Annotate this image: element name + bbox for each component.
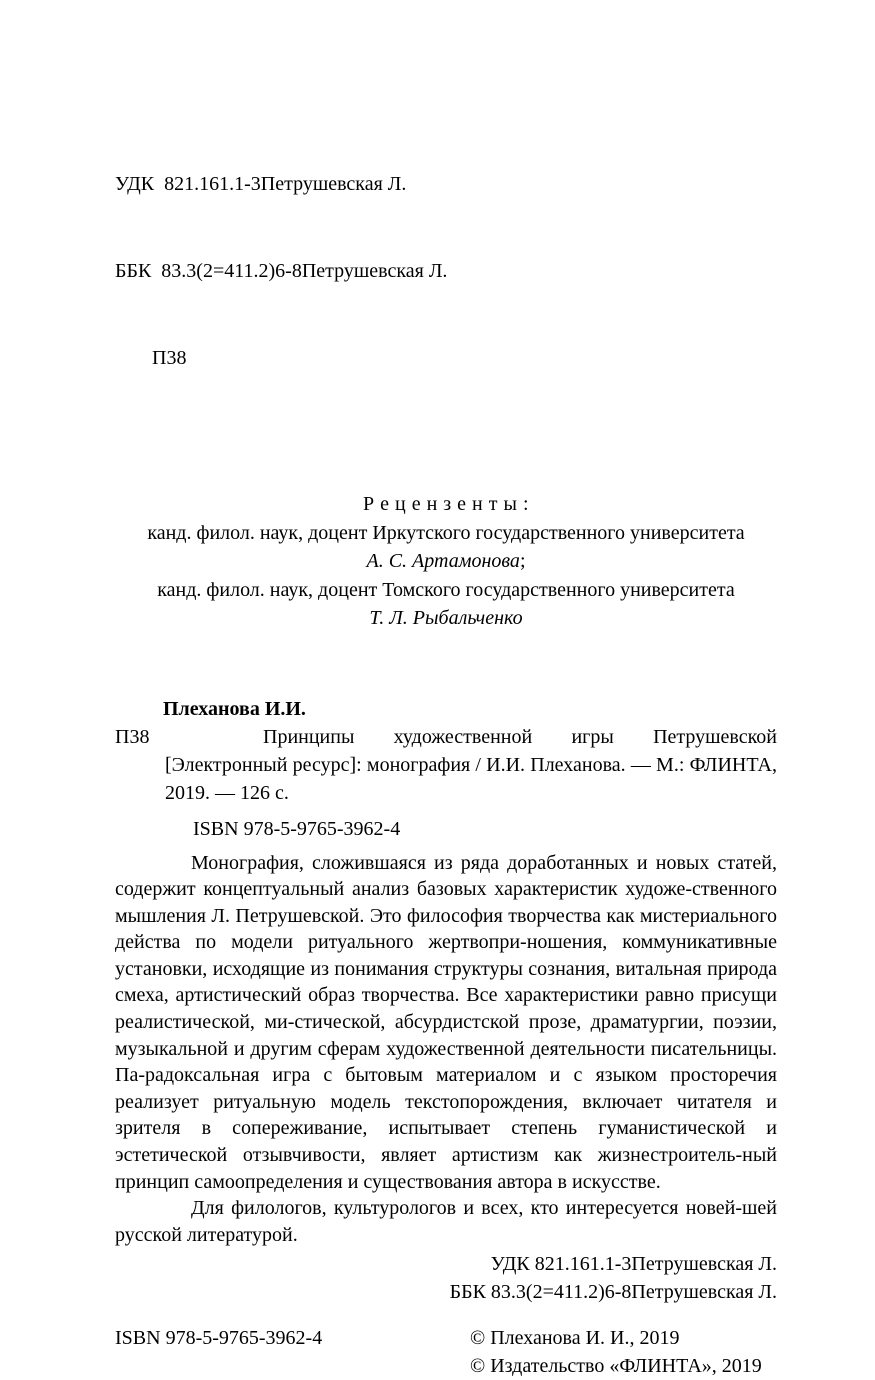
reviewers-block — [115, 490, 777, 633]
catalog-entry — [115, 695, 777, 845]
reviewer2-name: Т. Л. Рыбальченко — [369, 607, 523, 629]
copyright-author-line: © Плеханова И. И., 2019 — [470, 1327, 680, 1350]
bibliographic-codes-bottom — [115, 1250, 777, 1306]
bbk-top-line: ББК 83.3(2=411.2)6-8Петрушевская Л. — [115, 260, 448, 282]
isbn-bottom: ISBN 978-5-9765-3962-4 — [115, 1327, 323, 1350]
reviewer1-affiliation: канд. филол. наук, доцент Иркутского государственного университета — [147, 521, 745, 544]
bbk-bottom-line: ББК 83.3(2=411.2)6-8Петрушевская Л. — [449, 1281, 777, 1304]
reviewer1-name-line — [115, 547, 777, 576]
reviewer1-separator: ; — [519, 550, 526, 572]
reviewer2-affiliation: канд. филол. наук, доцент Томского государственного университета — [157, 578, 735, 601]
bibliographic-codes-top — [115, 0, 777, 431]
copyright-publisher-line: © Издательство «ФЛИНТА», 2019 — [470, 1355, 762, 1378]
entry-code: П38 — [115, 725, 150, 748]
reviewers-heading: Р е ц е н з е н т ы : — [363, 493, 529, 515]
annotation-paragraph: Монография, сложившаяся из ряда доработанных и новых статей, содержит концептуальный анализ базовых характеристик художе-ственного мышления Л. Петрушевской. Это философия творчества как мистериального действа по модели ритуального жертвопри-ношения, коммуникативные установки, исходящие из понимания структуры сознания, витальная природа смеха, артистический образ творчества. Все характеристики равно присущи реалистической, ми-стической, абсурдистской прозе, драматургии, поэзии, музыкальной и другим сферам художественной деятельности писательницы. Па-радоксальная игра с бытовым материалом и с языком просторечия реализует ритуальную модель текстопорождения, включает читателя и зрителя в сопереживание, испытывает степень гуманистической и эстетической отзывчивости, являет артистизм как жизнестроитель-ный принцип самоопределения и существования автора в искусстве. — [115, 851, 777, 1193]
copyright-block — [470, 1324, 762, 1380]
entry-description: Принципы художественной игры Петрушевской [Электронный ресурс]: монография / И.И. Плеханова. — М.: ФЛИНТА, 2019. — 126 с. — [165, 725, 777, 804]
audience-paragraph: Для филологов, культурологов и всех, кто интересуется новей-шей русской литературой. — [115, 1197, 777, 1246]
copyright-page — [115, 0, 777, 1378]
entry-row — [115, 723, 777, 807]
udk-top-line: УДК 821.161.1-3Петрушевская Л. — [115, 173, 407, 195]
udk-bottom-line: УДК 821.161.1-3Петрушевская Л. — [490, 1253, 777, 1276]
reviewer1-name: А. С. Артамонова — [366, 550, 520, 572]
author-sign-code-top: П38 — [152, 347, 187, 369]
entry-author: Плеханова И.И. — [163, 697, 306, 720]
isbn-copyright-row — [115, 1324, 777, 1380]
isbn-entry: ISBN 978-5-9765-3962-4 — [193, 817, 401, 840]
